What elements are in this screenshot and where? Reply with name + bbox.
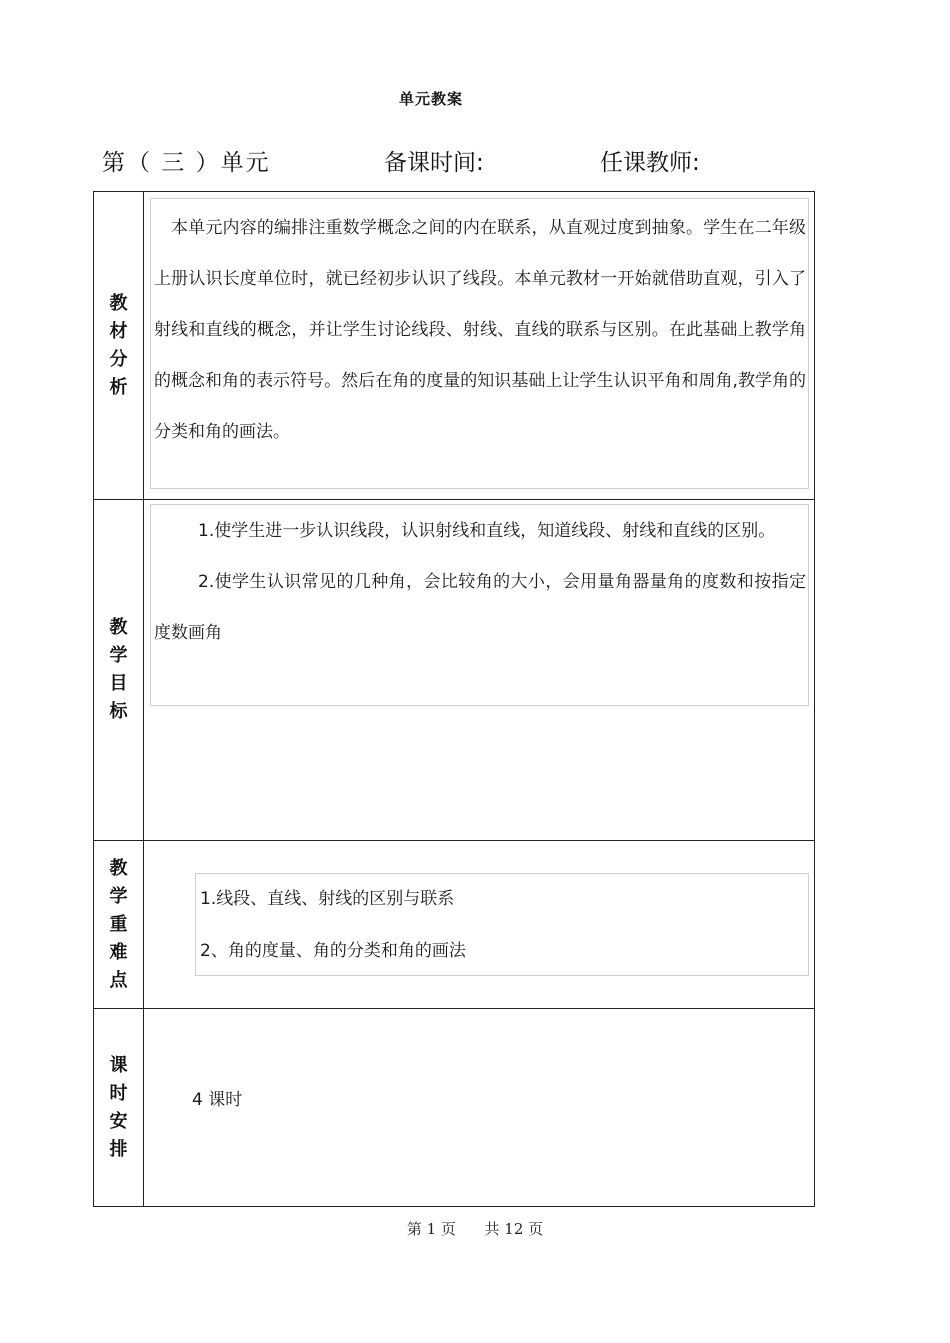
unit-number: 第（ 三 ）单元: [102, 150, 271, 176]
key-points-label: 教学重难点: [109, 857, 128, 991]
key-point-1: 1.线段、直线、射线的区别与联系: [200, 889, 455, 909]
goals-row: [94, 500, 814, 841]
goals-label-cell: [94, 500, 144, 840]
teacher-label: 任课教师:: [600, 150, 700, 176]
goal-item-2: 2.使学生认识常见的几种角，会比较角的大小，会用量角器量角的度数和按指定度数画角: [154, 572, 806, 643]
analysis-content-cell: [144, 192, 814, 499]
document-title: 单元教案: [398, 90, 463, 108]
goals-text-box: [150, 504, 809, 706]
key-point-2: 2、角的度量、角的分类和角的画法: [200, 941, 466, 961]
schedule-row: [94, 1009, 814, 1207]
analysis-label-cell: [94, 192, 144, 499]
analysis-text-box: [150, 198, 809, 489]
schedule-label-cell: [94, 1009, 144, 1207]
goals-content-cell: [144, 500, 814, 840]
key-points-text-box: [195, 873, 809, 976]
analysis-text: 本单元内容的编排注重数学概念之间的内在联系，从直观过度到抽象。学生在二年级上册认识长度单位时，就已经初步认识了线段。本单元教材一开始就借助直观，引入了射线和直线的概念，并让学生讨论线段、射线、直线的联系与区别。在此基础上教学角的概念和角的表示符号。然后在角的度量的知识基础上让学生认识平角和周角,教学角的分类和角的画法。: [154, 218, 806, 442]
prep-time-label: 备课时间:: [384, 150, 484, 176]
unit-header: [102, 144, 822, 178]
page-total: 共 12 页: [484, 1220, 544, 1238]
key-points-row: [94, 841, 814, 1009]
page-footer: [0, 1218, 950, 1239]
schedule-text: 4 课时: [192, 1090, 243, 1110]
schedule-label: 课时安排: [109, 1055, 128, 1160]
key-points-label-cell: [94, 841, 144, 1008]
goal-item-1: 1.使学生进一步认识线段，认识射线和直线，知道线段、射线和直线的区别。: [198, 521, 776, 541]
analysis-row: [94, 192, 814, 500]
schedule-content-cell: [144, 1009, 814, 1207]
lesson-plan-table: [93, 191, 815, 1207]
goals-label: 教学目标: [109, 617, 128, 722]
analysis-label: 教材分析: [109, 292, 128, 398]
page-number: 第 1 页: [406, 1220, 456, 1238]
key-points-content-cell: [144, 841, 814, 1008]
